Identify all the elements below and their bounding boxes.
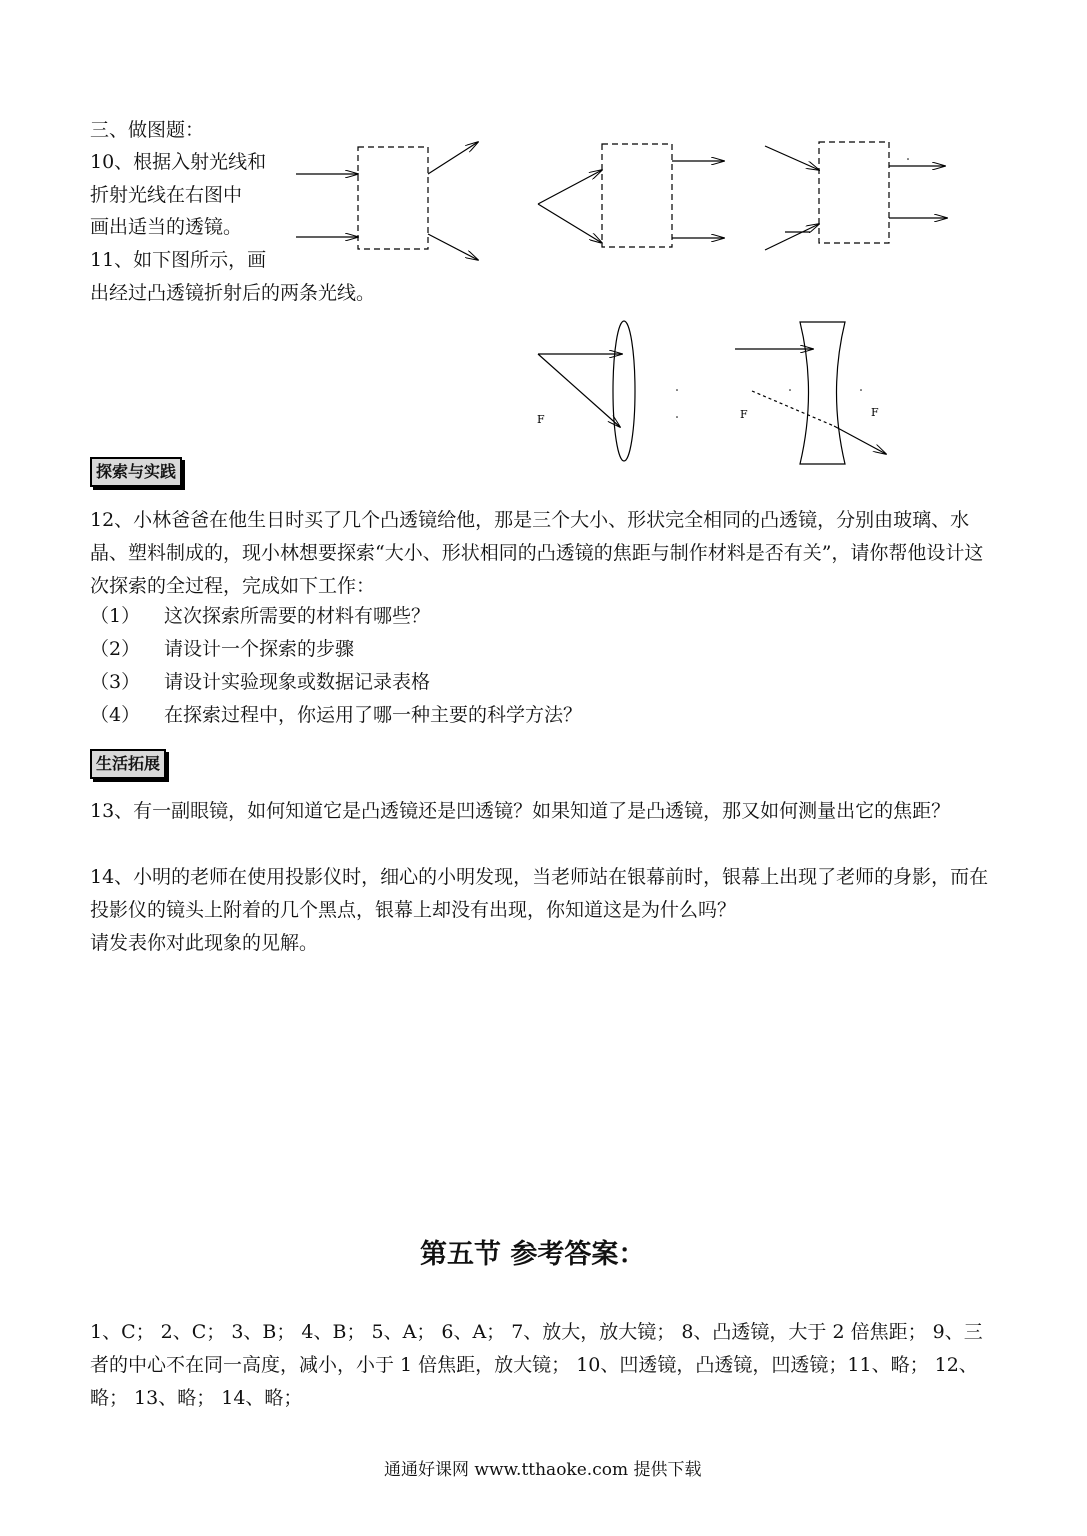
focus-label-convex: F: [537, 413, 545, 426]
q12-item-3: （3） 请设计实验现象或数据记录表格: [90, 671, 431, 693]
answers-text: 1、C； 2、C； 3、B； 4、B； 5、A； 6、A； 7、放大，放大镜； 8、凸透镜，大于 2 倍焦距； 9、三者的中心不在同一高度，减小，小于 1 倍焦距，放大镜； 10、凹透镜，凸透镜，凹透镜；11、略； 12、略； 13、略； 14、略；: [90, 1321, 983, 1409]
diagram-2-rays: [538, 161, 724, 243]
focus-label-concave-left: F: [740, 408, 748, 421]
concave-lens-rays: [735, 349, 886, 454]
convex-lens: [613, 321, 635, 461]
diagram-2-box: [602, 144, 672, 247]
diagram-1-box: [358, 147, 428, 249]
answers-title: 第五节 参考答案：: [420, 1239, 646, 1270]
q12-item-4: （4） 在探索过程中，你运用了哪一种主要的科学方法？: [90, 704, 583, 726]
q14-followup: 请发表你对此现象的见解。: [90, 932, 319, 954]
section-heading: 三、做图题：: [90, 119, 205, 141]
q11-line-1: 11、如下图所示，画: [90, 249, 267, 271]
diagram-3-box: [819, 142, 889, 243]
concave-lens: [800, 322, 845, 464]
diagram-3-rays: [765, 146, 947, 250]
q12-text: 12、小林爸爸在他生日时买了几个凸透镜给他，那是三个大小、形状完全相同的凸透镜，分别由玻璃、水晶、塑料制成的，现小林想要探索“大小、形状相同的凸透镜的焦距与制作材料是否有关”，请你帮他设计这次探索的全过程，完成如下工作：: [90, 509, 984, 597]
q12-item-2: （2） 请设计一个探索的步骤: [90, 638, 355, 660]
diagram-1-rays: [296, 142, 478, 260]
q14-text: 14、小明的老师在使用投影仪时，细心的小明发现，当老师站在银幕前时，银幕上出现了老师的身影，而在投影仪的镜头上附着的几个黑点，银幕上却没有出现，你知道这是为什么吗？: [90, 866, 989, 921]
q13-text: 13、有一副眼镜，如何知道它是凸透镜还是凹透镜？如果知道了是凸透镜，那又如何测量出它的焦距？: [90, 800, 951, 822]
q11-line-2: 出经过凸透镜折射后的两条光线。: [90, 282, 376, 304]
q12-item-1: （1） 这次探索所需要的材料有哪些？: [90, 605, 431, 627]
life-label: 生活拓展: [90, 749, 166, 779]
footer-text: 通通好课网 www.tthaoke.com 提供下载: [384, 1460, 702, 1480]
q10-line-3: 画出适当的透镜。: [90, 216, 243, 238]
focus-label-concave-right: F: [871, 406, 879, 419]
q10-line-2: 折射光线在右图中: [90, 184, 243, 206]
lens-diagrams: [0, 0, 1087, 480]
convex-lens-rays: [538, 354, 622, 427]
q10-line-1: 10、根据入射光线和: [90, 151, 267, 173]
explore-label: 探索与实践: [90, 457, 182, 487]
